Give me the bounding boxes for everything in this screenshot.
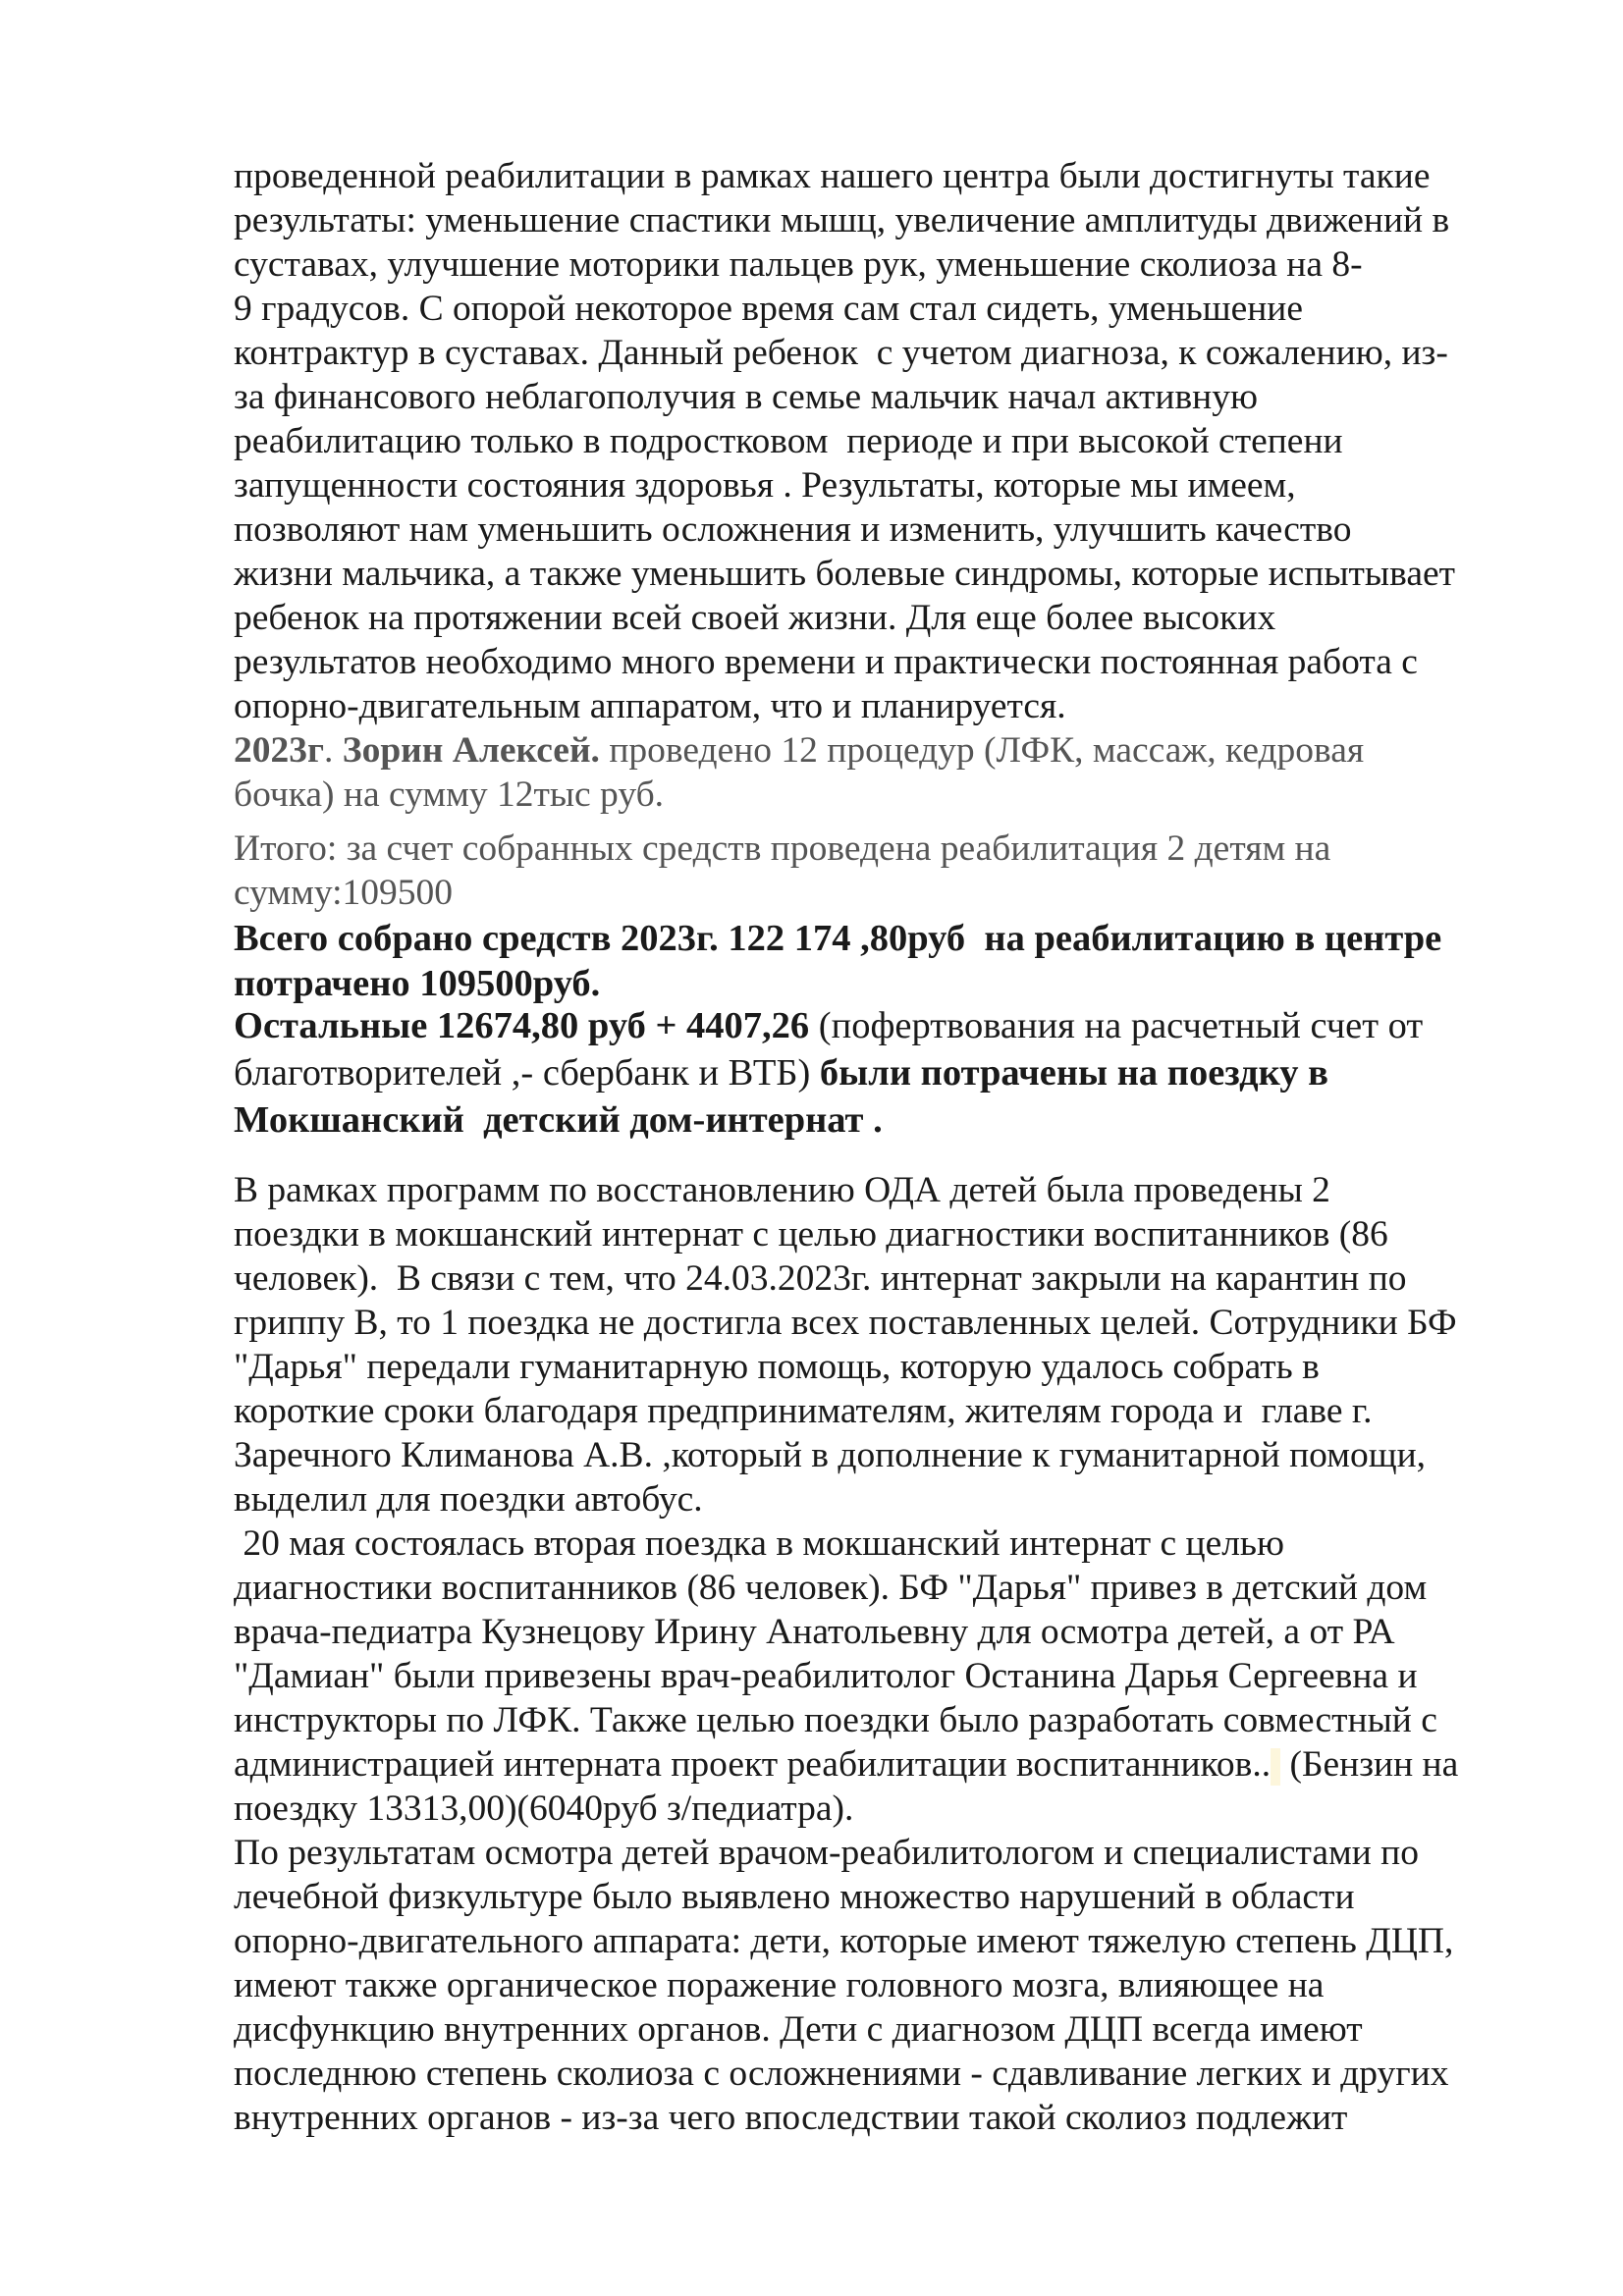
highlight-mark [1271,1748,1280,1786]
remaining-line [234,1051,1328,1095]
total-collected-line: потрачено 109500руб. [234,963,601,1004]
text-line: суставах, улучшение моторики пальцев рук, уменьшение сколиоза на 8- [234,244,1363,285]
text-line: врача-педиатра Кузнецову Ирину Анатольевну для осмотра детей, а от РА [234,1612,1395,1652]
zorin-line-2: бочка) на сумму 12тыс руб. [234,774,665,815]
text-line: диагностики воспитанников (86 человек). БФ "Дарья" привез в детский дом [234,1568,1428,1608]
text-line: опорно-двигательным аппаратом, что и планируется. [234,686,1066,726]
text-line: позволяют нам уменьшить осложнения и изменить, улучшить качество [234,509,1352,550]
text-line: имеют также органическое поражение головного мозга, влияющее на [234,1965,1325,2005]
text-line: внутренних органов - из-за чего впоследствии такой сколиоз подлежит [234,2098,1348,2138]
text-line: поездки в мокшанский интернат с целью диагностики воспитанников (86 [234,1214,1388,1255]
text-line: человек). В связи с тем, что 24.03.2023г. интернат закрыли на карантин по [234,1258,1407,1299]
text-line: выделил для поездки автобус. [234,1479,703,1520]
zorin-year: 2023г [234,730,325,771]
text-line: запущенности состояния здоровья . Результаты, которые мы имеем, [234,465,1296,506]
text-line: 9 градусов. С опорой некоторое время сам стал сидеть, уменьшение [234,289,1304,329]
text-line: опорно-двигательного аппарата: дети, которые имеют тяжелую степень ДЦП, [234,1921,1454,1961]
text-line: лечебной физкультуре было выявлено множество нарушений в области [234,1877,1355,1917]
text-line: короткие сроки благодаря предпринимателям, жителям города и главе г. [234,1391,1373,1431]
text-line: По результатам осмотра детей врачом-реабилитологом и специалистами по [234,1833,1419,1873]
text-line: 20 мая состоялась вторая поездка в мокшанский интернат с целью [234,1523,1285,1564]
itogo-line: Итого: за счет собранных средств проведена реабилитация 2 детям на [234,828,1331,869]
text-line: В рамках программ по восстановлению ОДА детей была проведены 2 [234,1170,1330,1210]
text-line: дисфункцию внутренних органов. Дети с диагнозом ДЦП всегда имеют [234,2009,1363,2050]
text-line [234,1742,1458,1787]
text-line: последнюю степень сколиоза с осложнениями - сдавливание легких и других [234,2054,1449,2094]
remaining-line: Мокшанский детский дом-интернат . [234,1099,883,1141]
remaining-note: благотворителей ,- сбербанк и ВТБ) [234,1052,811,1094]
text-line: ребенок на протяжении всей своей жизни. Для еще более высоких [234,598,1276,638]
zorin-rest: проведено 12 процедур (ЛФК, массаж, кедровая [599,730,1365,771]
remaining-amount: Остальные 12674,80 руб + 4407,26 [234,1005,810,1046]
text-line: за финансового неблагополучия в семье мальчик начал активную [234,377,1259,417]
text-line: реабилитацию только в подростковом периоде и при высокой степени [234,421,1343,461]
text-segment: (Бензин на [1280,1744,1459,1785]
text-line: контрактур в суставах. Данный ребенок с учетом диагноза, к сожалению, из- [234,333,1448,373]
zorin-name: Зорин Алексей. [342,730,600,771]
zorin-dot: . [324,730,343,771]
text-line: проведенной реабилитации в рамках нашего центра были достигнуты такие [234,156,1431,196]
zorin-line [234,728,1364,773]
text-line: результатов необходимо много времени и практически постоянная работа с [234,642,1418,682]
remaining-line [234,1004,1423,1048]
text-line: "Дарья" передали гуманитарную помощь, которую удалось собрать в [234,1347,1320,1387]
itogo-line: сумму:109500 [234,873,454,913]
total-collected-line: Всего собрано средств 2023г. 122 174 ,80руб на реабилитацию в центре [234,918,1442,959]
text-line: гриппу В, то 1 поездка не достигла всех поставленных целей. Сотрудники БФ [234,1303,1457,1343]
text-line: инструкторы по ЛФК. Также целью поездки было разработать совместный с [234,1700,1437,1740]
text-line: результаты: уменьшение спастики мышц, увеличение амплитуды движений в [234,200,1450,240]
text-line: поездку 13313,00)(6040руб з/педиатра). [234,1789,854,1829]
text-line: "Дамиан" были привезены врач-реабилитолог Останина Дарья Сергеевна и [234,1656,1418,1696]
text-line: жизни мальчика, а также уменьшить болевые синдромы, которые испытывает [234,554,1456,594]
remaining-note: (пофертвования на расчетный счет от [809,1005,1424,1046]
text-line: Заречного Климанова А.В. ,который в дополнение к гуманитарной помощи, [234,1435,1427,1475]
remaining-spent: были потрачены на поездку в [810,1052,1328,1094]
text-segment: администрацией интерната проект реабилитации воспитанников.. [234,1744,1271,1785]
